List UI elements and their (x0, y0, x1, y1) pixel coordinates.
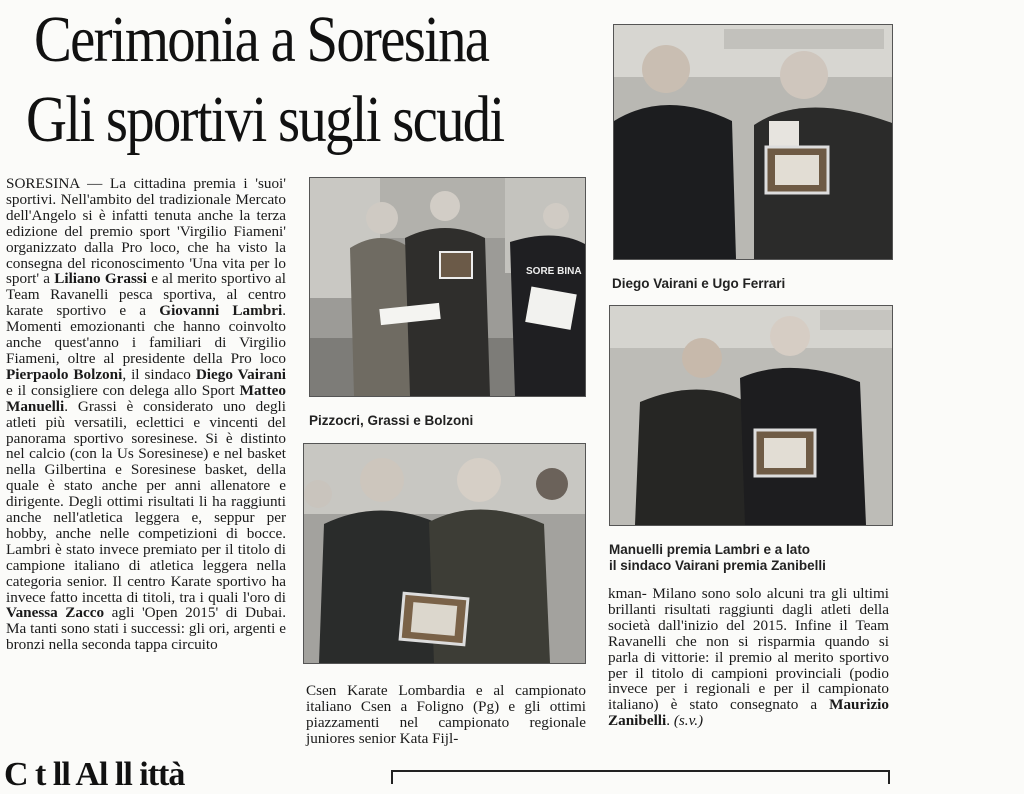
bold-name: Maurizio Zanibelli (608, 696, 889, 730)
bold-name: Diego Vairani (195, 365, 286, 383)
caption-photo-3-line-2: il sindaco Vairani premia Zanibelli (609, 558, 826, 573)
text-run: SORESINA — La cittadina premia i 'suoi' sportivi. Nell'ambito del tradizionale Mercato dell'Angelo si è infatti tenuta anche la terza edizione del premio sport 'Virgilio Fiameni' organizzato dalla Pro loco, che ha visto la consegna del riconoscimento 'Una vita per lo sport' a (6, 175, 286, 288)
text-run: , il sindaco (122, 365, 196, 383)
bold-name: Giovanni Lambri (159, 302, 283, 320)
photo-vairani-ferrari (613, 24, 893, 260)
next-article-headline: C t ll Al ll ittà (4, 756, 185, 793)
bold-name: Pierpaolo Bolzoni (6, 365, 123, 383)
text-run: e al merito sportivo al Team Ravanelli pesca sportiva, al centro karate sportivo e a (6, 270, 286, 320)
bold-name: Matteo Manuelli (6, 381, 286, 415)
bold-name: Liliano Grassi (54, 270, 148, 288)
photo-award-grassi (309, 177, 586, 397)
article-column-1 (6, 176, 286, 653)
caption-photo-3 (609, 542, 909, 574)
article-column-2: Csen Karate Lombardia e al campionato italiano Csen a Foligno (Pg) e gli ottimi piazzamenti nel campionato regionale juniores senior Kata Fijl- (306, 682, 586, 747)
bold-name: Vanessa Zacco (6, 604, 105, 622)
caption-photo-3-line-1: Manuelli premia Lambri e a lato (609, 542, 811, 557)
text-run: kman- Milano sono solo alcuni tra gli ultimi brillanti risultati raggiunti dagli atleti della società dall'inizio del 2015. Infine il Team Ravanelli che non si risparmia quando si parla di vittorie: il premio al merito sportivo per il titolo di campioni provinciali (podio invece per i regionali e per il campionato italiano) è stato consegnato a (608, 585, 889, 714)
caption-photo-1: Pizzocri, Grassi e Bolzoni (309, 413, 474, 428)
caption-photo-2: Diego Vairani e Ugo Ferrari (612, 276, 786, 291)
shirt-text: SORE BINA (526, 266, 582, 277)
headline-line-2: Gli sportivi sugli scudi (26, 83, 504, 156)
next-article-box (391, 770, 890, 784)
text-run: . Grassi è considerato uno degli atleti più versatili, eclettici e vincenti del panorama sportivo soresinese. Si è distinto nel calcio (con la Us Soresinese) e nel basket nella Gilbertina e Soresinese basket, della quale è stato anche per anni allenatore e dirigente. Degli ottimi risultati li ha raggiunti anche nell'atletica leggera e, seppur per hobby, anche nelle competizioni di bocce. Lambri è stato invece premiato per il titolo di campione italiano di atletica leggera nella categoria senior. Il centro Karate sportivo ha invece fatto incetta di titoli, tra i quali l'oro di (6, 397, 286, 606)
headline-line-1: Cerimonia a Soresina (34, 3, 489, 76)
text-run: . Momenti emozionanti che hanno coinvolto anche quest'anno i familiari di Virgilio Fiameni, oltre al presidente della Pro loco (6, 302, 286, 367)
photo-manuelli-lambri (609, 305, 893, 526)
article-column-3 (608, 586, 889, 729)
photo-award-lambri-ravanelli (303, 443, 586, 664)
text-run: . (666, 712, 674, 730)
text-run: e il consigliere con delega allo Sport (6, 381, 240, 399)
author-initials: (s.v.) (673, 712, 704, 730)
text-run: agli 'Open 2015' di Dubai. Ma tanti sono stati i successi: gli ori, argenti e bronzi nella seconda tappa circuito (6, 604, 286, 654)
